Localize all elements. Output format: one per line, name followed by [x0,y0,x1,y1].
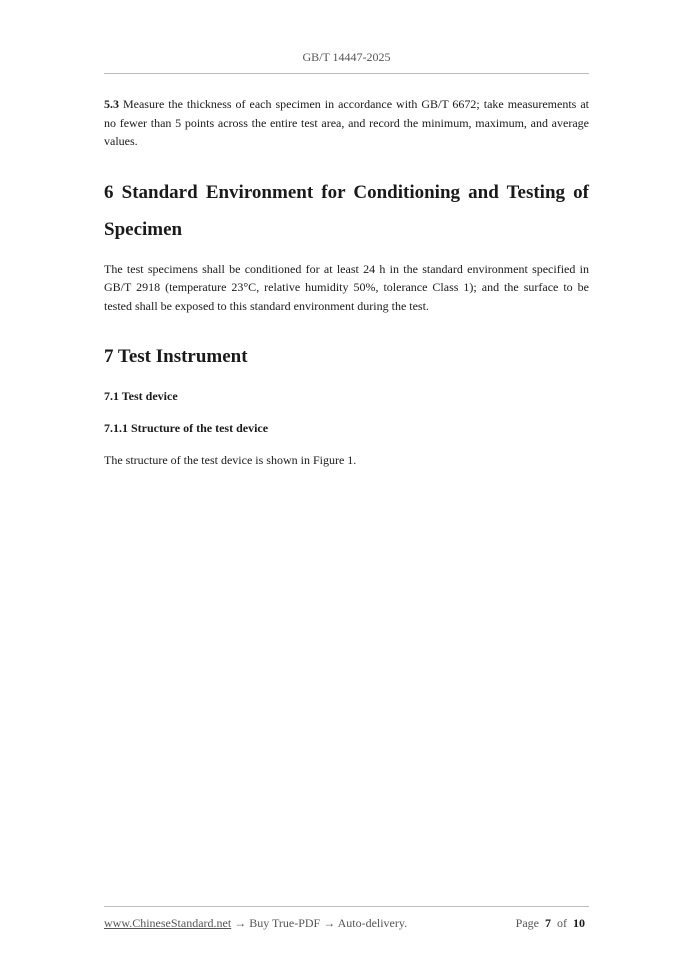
section-7-heading: 7 Test Instrument [104,346,248,367]
clause-5-3 [104,95,589,151]
clause-text: Measure the thickness of each specimen in accordance with GB/T 6672; take measurements at no fewer than 5 points across the entire test area, and record the minimum, maximum, and average values. [104,97,589,148]
page-label: Page [515,916,539,930]
page-body [104,95,589,470]
clause-number: 5.3 [104,97,119,111]
of-label: of [557,916,567,930]
section-6-paragraph: The test specimens shall be conditioned for at least 24 h in the standard environment specified in GB/T 2918 (temperature 23°C, relative humidity 50%, tolerance Class 1); and the surface to be tested shall be exposed to this standard environment during the test. [104,261,589,313]
footer-divider [104,906,589,907]
footer-promo-text: → Buy True-PDF → Auto-delivery. [231,916,408,930]
total-pages: 10 [573,916,585,930]
website-link[interactable]: www.ChineseStandard.net [104,916,232,930]
header-divider [104,73,589,74]
page-number [516,916,585,931]
section-6-heading: 6 Standard Environment for Conditioning and Testing of Specimen [104,181,589,240]
subsection-7-1-1-heading: 7.1.1 Structure of the test device [104,421,269,435]
current-page: 7 [545,916,551,930]
footer-promo [104,916,407,931]
subsection-7-1-heading: 7.1 Test device [104,389,178,403]
section-7-paragraph: The structure of the test device is shown in Figure 1. [104,453,357,467]
running-header: GB/T 14447-2025 [302,50,391,64]
